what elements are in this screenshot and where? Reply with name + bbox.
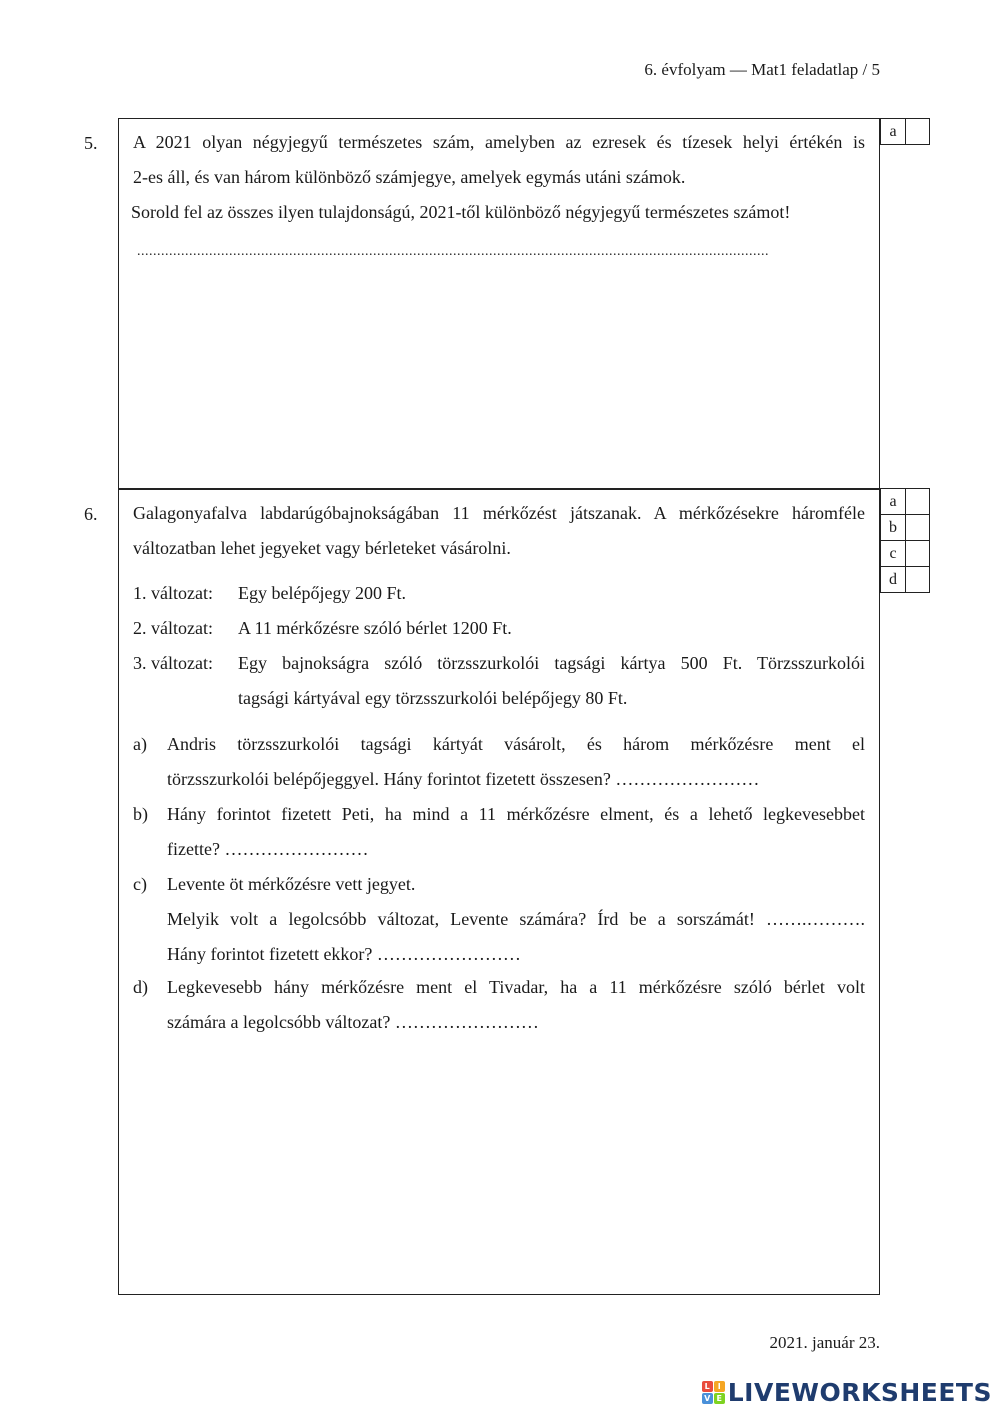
logo-square-e: E (714, 1393, 725, 1404)
liveworksheets-text: LIVEWORKSHEETS (727, 1378, 992, 1407)
subquestion-a-label: a) (133, 734, 147, 754)
subquestion-d-line2[interactable]: számára a legolcsóbb változat? …………………… (167, 1012, 539, 1032)
score-cell-6d[interactable] (906, 567, 930, 593)
version-3-text-line2: tagsági kártyával egy törzsszurkolói belépőjegy 80 Ft. (238, 688, 628, 708)
q6-intro-line2: változatban lehet jegyeket vagy bérleteket vásárolni. (133, 538, 511, 558)
score-label-5a: a (881, 119, 906, 145)
subquestion-a-line2[interactable]: törzsszurkolói belépőjeggyel. Hány forintot fizetett összesen? …………………… (167, 769, 760, 789)
logo-square-v: V (702, 1393, 713, 1404)
footer-date: 2021. január 23. (769, 1333, 880, 1352)
subquestion-c (133, 867, 865, 972)
score-label-6a: a (881, 489, 906, 515)
subquestion-b-line1: Hány forintot fizetett Peti, ha mind a 11 mérkőzésre elment, és a lehető legkevesebbet (167, 804, 865, 824)
q5-text-line1: A 2021 olyan négyjegyű természetes szám, amelyben az ezresek és tízesek helyi értékén is (133, 132, 865, 152)
question-5-number: 5. (84, 133, 98, 153)
version-1-text: Egy belépőjegy 200 Ft. (238, 583, 406, 603)
liveworksheets-logo (702, 1378, 992, 1407)
q6-intro-line1: Galagonyafalva labdarúgóbajnokságában 11 mérkőzést játszanak. A mérkőzésekre háromféle (133, 503, 865, 523)
question-6-number: 6. (84, 504, 98, 524)
subquestion-a-line1: Andris törzsszurkolói tagsági kártyát vásárolt, és három mérkőzésre ment el (167, 734, 865, 754)
score-cell-5a[interactable] (906, 119, 930, 145)
subquestion-a (133, 727, 865, 797)
version-2-text: A 11 mérkőzésre szóló bérlet 1200 Ft. (238, 618, 512, 638)
version-2-row (133, 611, 865, 646)
subquestion-d (133, 970, 865, 1040)
version-1-label: 1. változat: (133, 583, 213, 603)
subquestion-b-line2[interactable]: fizette? …………………… (167, 839, 369, 859)
liveworksheets-icon (702, 1381, 725, 1404)
score-label-6b: b (881, 515, 906, 541)
score-cell-6b[interactable] (906, 515, 930, 541)
subquestion-c-line3[interactable]: Hány forintot fizetett ekkor? …………………… (167, 944, 521, 964)
q5-answer-line[interactable]: .............................................................................................................................................................. (137, 244, 769, 259)
version-2-label: 2. változat: (133, 618, 213, 638)
subquestion-c-line1: Levente öt mérkőzésre vett jegyet. (167, 874, 416, 894)
q5-text-line3: Sorold fel az összes ilyen tulajdonságú, 2021-től különböző négyjegyű természetes számot! (131, 202, 791, 222)
subquestion-c-line2[interactable]: Melyik volt a legolcsóbb változat, Levente számára? Írd be a sorszámát! …….………. (167, 909, 865, 929)
score-label-6c: c (881, 541, 906, 567)
subquestion-b (133, 797, 865, 867)
version-3-row (133, 646, 865, 716)
subquestion-b-label: b) (133, 804, 148, 824)
logo-square-l: L (702, 1381, 713, 1392)
score-label-6d: d (881, 567, 906, 593)
logo-square-i: I (714, 1381, 725, 1392)
subquestion-d-label: d) (133, 977, 148, 997)
version-3-label: 3. változat: (133, 653, 213, 673)
version-1-row (133, 576, 865, 611)
question-6-score-table (880, 488, 930, 593)
subquestion-d-line1: Legkevesebb hány mérkőzésre ment el Tivadar, ha a 11 mérkőzésre szóló bérlet volt (167, 977, 865, 997)
q5-text-line2: 2-es áll, és van három különböző számjegye, amelyek egymás utáni számok. (133, 167, 686, 187)
question-5-score-table (880, 118, 930, 145)
score-cell-6a[interactable] (906, 489, 930, 515)
page-header: 6. évfolyam — Mat1 feladatlap / 5 (644, 60, 880, 79)
version-3-text-line1: Egy bajnokságra szóló törzsszurkolói tagsági kártya 500 Ft. Törzsszurkolói (238, 653, 865, 673)
subquestion-c-label: c) (133, 874, 147, 894)
score-cell-6c[interactable] (906, 541, 930, 567)
